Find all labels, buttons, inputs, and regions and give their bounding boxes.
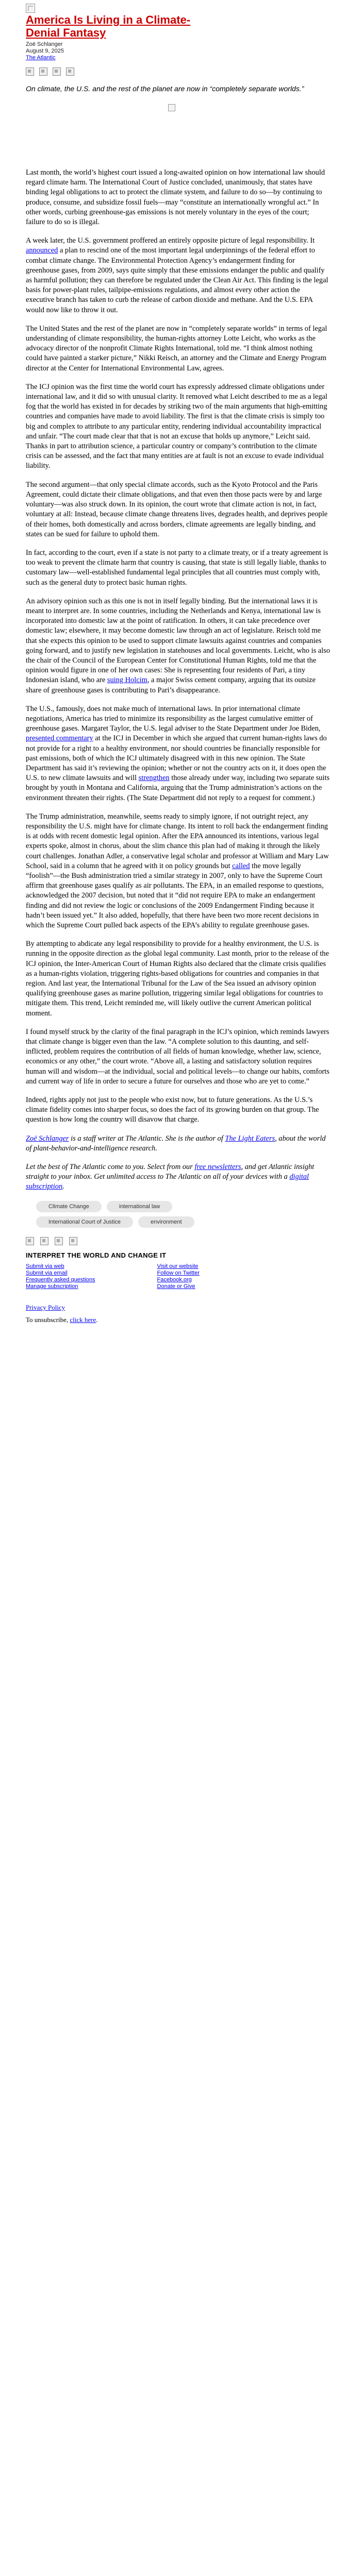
article-header	[26, 0, 335, 111]
email-icon[interactable]	[55, 1237, 63, 1245]
free-newsletters-link[interactable]: free newsletters	[194, 1163, 241, 1172]
twitter-icon[interactable]	[40, 1237, 48, 1245]
footer-link[interactable]: Submit via web	[26, 1263, 64, 1269]
article-title[interactable]: America Is Living in a Climate-Denial Fantasy	[26, 13, 191, 39]
article-body	[26, 168, 330, 1192]
called-link[interactable]: called	[232, 861, 250, 870]
unsubscribe-link[interactable]: click here	[70, 1315, 96, 1324]
footer-heading: INTERPRET THE WORLD AND CHANGE IT	[26, 1251, 167, 1259]
paragraph: Indeed, rights apply not just to the people who exist now, but to future generations. As the U.S.’s climate fidelity comes into sharper focus, so does the fact of its growing burden on that group. The question is how long the country will disavow that charge.	[26, 1096, 319, 1124]
paragraph: The ICJ opinion was the first time the world court has expressly addressed climate obligations under international law, and it did so with unusual clarity. It removed what Leicht described to me as a legal fog that the world has existed in for decades by striking two of the main arguments that high-emitting countries and companies have made to avoid liability. The first is that the climate crisis is simply too big and complex to attribute to any particular entity, rendering individual accountability impractical and unfair. “The court made clear that that is not an excuse that holds up anymore,” Leicht said. Thanks in part to attribution science, a particular country or company’s contribution to the climate crisis can be assessed, and the fact that many entities are at fault is not an excuse to evade individual liability.	[26, 382, 327, 470]
article-dek: On climate, the U.S. and the rest of the planet are now in “completely separate worlds.”	[26, 84, 304, 93]
tag-icj[interactable]: International Court of Justice	[36, 1216, 133, 1228]
footer	[26, 1251, 335, 1324]
topic-tags	[36, 1201, 222, 1228]
share-icon[interactable]	[69, 1237, 77, 1245]
unsubscribe-line: To unsubscribe, click here.	[26, 1315, 98, 1324]
presented-commentary-link[interactable]: presented commentary	[26, 734, 93, 743]
paragraph: An advisory opinion such as this one is not in itself legally binding. But the international laws it is meant to interpret are. In some countries, including the Netherlands and Kenya, international law is incorporated into domestic law at the point of ratification. In others, it can take precedence over domestic law; elsewhere, it may become domestic law through an act of legislature. Reisch told me that she expects this opinion to be used to support climate lawsuits against countries and companies going forward, and to justify new legislation in statehouses and local governments. Leicht, who is also the chair of the Council of the European Center for Constitutional Human Rights, told me that the opinion would figure in one of her own cases: She is representing four residents of Pari, a tiny Indonesian island, who are suing Holcim, a major Swiss cement company, arguing that its outsize share of greenhouse gases is contributing to Pari’s disappearance.	[26, 597, 330, 694]
bottom-share-row	[26, 1237, 335, 1245]
author-name: Zoë Schlanger	[26, 41, 63, 47]
footer-links	[26, 1263, 335, 1290]
twitter-icon[interactable]	[39, 67, 47, 76]
hero-image	[168, 104, 175, 111]
book-link[interactable]: The Light Eaters	[225, 1134, 275, 1143]
footer-link[interactable]: Visit our website	[157, 1263, 199, 1269]
footer-link[interactable]: Follow on Twitter	[157, 1269, 200, 1276]
paragraph: In fact, according to the court, even if a state is not party to a climate treaty, or if a treaty agreement is too weak to prevent the climate harm that country is causing, that state is still legally liable, thanks to customary law—well-established fundamental legal principles that all countries must comply with, such as the general duty to protect basic human rights.	[26, 548, 329, 587]
paragraph: A week later, the U.S. government proffered an entirely opposite picture of legal responsibility. It announced a plan to rescind one of the most important legal underpinnings of the federal effort to combat climate change. The Environmental Protection Agency’s endangerment finding for greenhouse gases, from 2009, says quite simply that these emissions endanger the public and qualify as harmful pollution; they can therefore be regulated under the Clean Air Act. This finding is the legal basis for power-plant rules, tailpipe-emissions regulations, and almost every other action the executive branch has taken to curb the release of carbon dioxide and methane. And the U.S. EPA would now like to throw it out.	[26, 236, 329, 314]
paragraph: The United States and the rest of the planet are now in “completely separate worlds” in terms of legal understanding of climate responsibility, the human-rights attorney Lotte Leicht, who works as the advocacy director of the nonprofit Climate Rights International, told me. “I think almost nothing could have painted a starker picture,” Nikki Reisch, an attorney and the Climate and Energy Program director at the Center for International Environmental Law, agrees.	[26, 324, 327, 372]
privacy-policy-link[interactable]: Privacy Policy	[26, 1303, 65, 1311]
paragraph: Last month, the world’s highest court issued a long-awaited opinion on how international law should regard climate harm. The International Court of Justice concluded, unanimously, that states have binding legal obligations to act to protect the climate system, and failure to do so—by continuing to produce, consume, and subsidize fossil fuels—may “constitute an internationally wrongful act.” In other words, curbing greenhouse-gas emissions is not merely voluntary in the eyes of the court; failure to do so is illegal.	[26, 168, 325, 227]
paragraph: The second argument—that only special climate accords, such as the Kyoto Protocol and the Paris Agreement, could dictate their climate obligations, and that even then those pacts were by and large voluntary—was also struck down. In its opinion, the court wrote that climate action is not, in fact, voluntary at all: Instead, because climate change threatens lives, degrades health, and deprives people of their homes, both domestically and across borders, climate agreements are legally binding, and states can be sued for failure to uphold them.	[26, 480, 327, 538]
footer-link[interactable]: Frequently asked questions	[26, 1276, 95, 1283]
footer-link[interactable]: Submit via email	[26, 1269, 68, 1276]
paragraph: The U.S., famously, does not make much of international laws. In prior international climate negotiations, America has tried to minimize its responsibility as the largest cumulative emitter of greenhouse gases. Margaret Taylor, the U.S. legal adviser to the State Department under Joe Biden, presented commentary at the ICJ in December in which she argued that current human-rights laws do not provide for a right to a healthy environment, nor should countries be financially responsible for past emissions, both of which the ICJ ultimately disagreed with in this new opinion. The State Department has said it’s reviewing the opinion; whether or not the country acts on it, it does open the U.S. to new climate lawsuits and will strengthen those already under way, including two separate suits brought by youth in Montana and California, arguing that the Trump administration’s actions on the environment threaten their rights. (The State Department did not reply to a request for comment.)	[26, 704, 330, 802]
footer-link[interactable]: Facebook.org	[157, 1276, 192, 1283]
facebook-icon[interactable]	[26, 67, 34, 76]
announced-link[interactable]: announced	[26, 246, 58, 255]
newsletter-content	[26, 0, 335, 1324]
strengthen-link[interactable]: strengthen	[138, 774, 170, 783]
digital-subscription-link[interactable]: digital subscription	[26, 1173, 309, 1191]
publish-date: August 9, 2025	[26, 48, 64, 54]
newsletter-promo: Let the best of The Atlantic come to you. Select from our free newsletters, and get Atlantic insight straight to your inbox. Get unlimited access to The Atlantic on all of your devices with a digital subscription.	[26, 1163, 315, 1191]
author-link[interactable]: Zoë Schlanger	[26, 1134, 69, 1143]
author-bio: Zoë Schlanger is a staff writer at The Atlantic. She is the author of The Light Eaters, about the world of plant-behavior-and-intelligence research.	[26, 1134, 326, 1153]
tag-climate-change[interactable]: Climate Change	[36, 1201, 102, 1212]
byline	[26, 41, 335, 61]
footer-link[interactable]: Manage subscription	[26, 1283, 78, 1290]
footer-link[interactable]: Donate or Give	[157, 1283, 195, 1290]
footer-col-left	[26, 1263, 95, 1290]
facebook-icon[interactable]	[26, 1237, 34, 1245]
share-icon[interactable]	[66, 67, 74, 76]
share-row	[26, 67, 335, 76]
tag-international-law[interactable]: international law	[107, 1201, 173, 1212]
suing-holcim-link[interactable]: suing Holcim	[107, 676, 147, 685]
email-icon[interactable]	[53, 67, 61, 76]
paragraph: The Trump administration, meanwhile, seems ready to simply ignore, if not outright reject, any responsibility the U.S. might have for climate change. Its intent to roll back the endangerment finding is at odds with recent domestic legal opinion. After the EPA announced its intentions, various legal experts spoke, almost in chorus, about the slim chance this plan had of making it through the likely court challenges. Jonathan Adler, a conservative legal scholar and professor at William and Mary Law School, said in a column that he agreed with it on policy grounds but called the move legally “foolish”—the Bush administration tried a similar strategy in 2007, only to have the Supreme Court affirm that greenhouse gases qualify as air pollutants. The EPA, in an emailed response to questions, acknowledged the 2007 decision, but noted that it “did not require EPA to make an endangerment finding and did not review the logic or conclusions of the 2009 Endangerment Finding because it hadn’t been issued yet.” It also added, hopefully, that there have been two more recent decisions in which the Supreme Court pulled back aspects of the EPA’s ability to regulate greenhouse gases.	[26, 812, 329, 930]
publication-link[interactable]: The Atlantic	[26, 55, 56, 61]
paragraph: By attempting to abdicate any legal responsibility to provide for a healthy environment, the U.S. is running in the opposite direction as the global legal community. Last month, prior to the release of the ICJ opinion, the Inter-American Court of Human Rights also declared that the climate crisis qualifies as a human-rights violation, triggering rights-based obligations for countries and companies in that region. And last year, the International Tribunal for the Law of the Sea issued an advisory opinion qualifying greenhouse gases as marine pollution, triggering similar legal obligations for countries to mitigate them. This trend, Leicht reminded me, will likely outlive the current American political moment.	[26, 940, 329, 1018]
footer-col-right	[157, 1263, 200, 1290]
paragraph: I found myself struck by the clarity of the final paragraph in the ICJ’s opinion, which reminds lawyers that climate change is bigger even than the law. “A complete solution to this daunting, and self-inflicted, problem requires the contribution of all fields of human knowledge, whether law, science, economics or any other,” the court wrote. “Above all, a lasting and satisfactory solution requires human will and wisdom—at the individual, social and political levels—to change our habits, comforts and current way of life in order to secure a future for ourselves and those who are yet to come.”	[26, 1027, 330, 1086]
tag-environment[interactable]: environment	[138, 1216, 194, 1228]
